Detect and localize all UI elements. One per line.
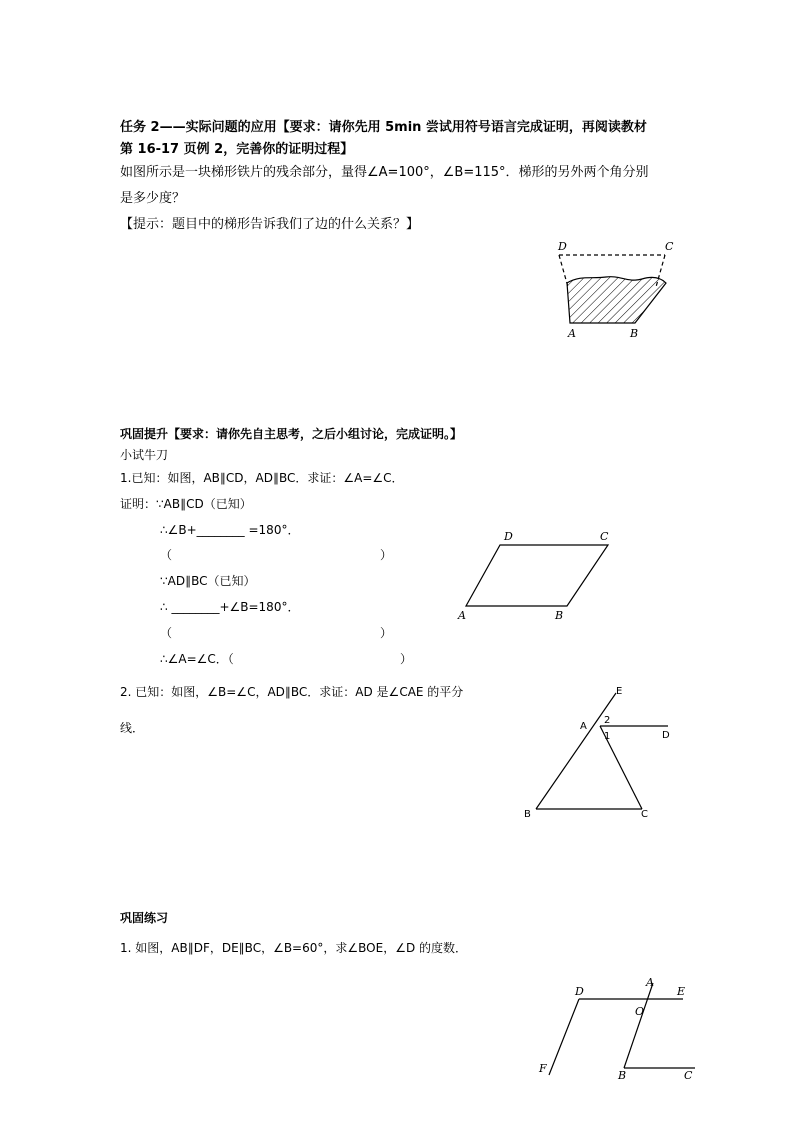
hatched-remnant (567, 277, 666, 323)
q1-statement: 1.已知：如图，AB∥CD，AD∥BC．求证：∠A=∠C． (120, 471, 404, 485)
q1-step3: ∴ ________+∠B=180°． (160, 600, 300, 614)
label-d: D (558, 240, 567, 253)
label-c: C (684, 1069, 693, 1082)
q1-proof-start: 证明：∵AB∥CD（已知） (120, 497, 252, 511)
q1-reason1-open: （ (160, 548, 173, 562)
label-c: C (641, 809, 648, 820)
task2-problem-line2: 是多少度？ (120, 191, 186, 206)
line-e-b (536, 693, 616, 809)
consolidate-subheader: 小试牛刀 (120, 448, 169, 462)
q2-statement-line1: 2. 已知：如图，∠B=∠C，AD∥BC．求证：AD 是∠CAE 的平分 (120, 685, 464, 699)
label-d: D (662, 730, 670, 741)
label-o: O (635, 1005, 645, 1018)
q1-step4-close: ） (400, 652, 413, 666)
label-a: A (580, 721, 587, 732)
consolidate-header: 巩固提升【要求：请你先自主思考，之后小组讨论，完成证明。】 (120, 427, 463, 441)
label-e: E (677, 985, 686, 998)
line-a-b (624, 983, 653, 1068)
parallel-lines-figure (537, 975, 702, 1085)
q1-reason1-close: ） (380, 548, 393, 562)
practice-q1: 1. 如图，AB∥DF，DE∥BC，∠B=60°，求∠BOE，∠D 的度数． (120, 941, 468, 955)
line-d-f (549, 999, 579, 1075)
parallelogram-figure (455, 527, 625, 627)
label-angle-2: 2 (604, 715, 611, 726)
triangle-figure (520, 683, 680, 823)
q1-reason2-open: （ (160, 626, 173, 640)
task2-header-line2: 第 16-17 页例 2，完善你的证明过程】 (120, 142, 354, 157)
label-e: E (616, 686, 623, 697)
task2-hint: 【提示：题目中的梯形告诉我们了边的什么关系？】 (120, 217, 420, 232)
dashed-left-edge (559, 255, 568, 287)
q2-statement-line2: 线． (120, 721, 145, 735)
label-b: B (618, 1069, 627, 1082)
label-f: F (539, 1062, 547, 1075)
practice-header: 巩固练习 (120, 911, 169, 925)
q1-step2: ∵AD∥BC（已知） (160, 574, 256, 588)
task2-problem-line1: 如图所示是一块梯形铁片的残余部分，量得∠A=100°，∠B=115°．梯形的另外两个角分别 (120, 165, 649, 180)
label-c: C (665, 240, 674, 253)
parallelogram-abcd (466, 545, 608, 606)
label-d: D (504, 530, 513, 543)
label-c: C (600, 530, 609, 543)
q1-reason2-close: ） (380, 626, 393, 640)
label-a: A (646, 976, 654, 989)
task2-header-line1: 任务 2——实际问题的应用【要求：请你先用 5min 尝试用符号语言完成证明，再阅读教材 (120, 120, 647, 135)
label-a: A (568, 327, 576, 340)
trapezoid-figure (550, 235, 680, 345)
label-d: D (575, 985, 584, 998)
q1-step1: ∴∠B+________ =180°． (160, 523, 300, 537)
label-a: A (458, 609, 466, 622)
label-angle-1: 1 (604, 731, 611, 742)
label-b: B (524, 809, 531, 820)
label-b: B (555, 609, 564, 622)
q1-step4: ∴∠A=∠C．（ (160, 652, 234, 666)
label-b: B (630, 327, 639, 340)
